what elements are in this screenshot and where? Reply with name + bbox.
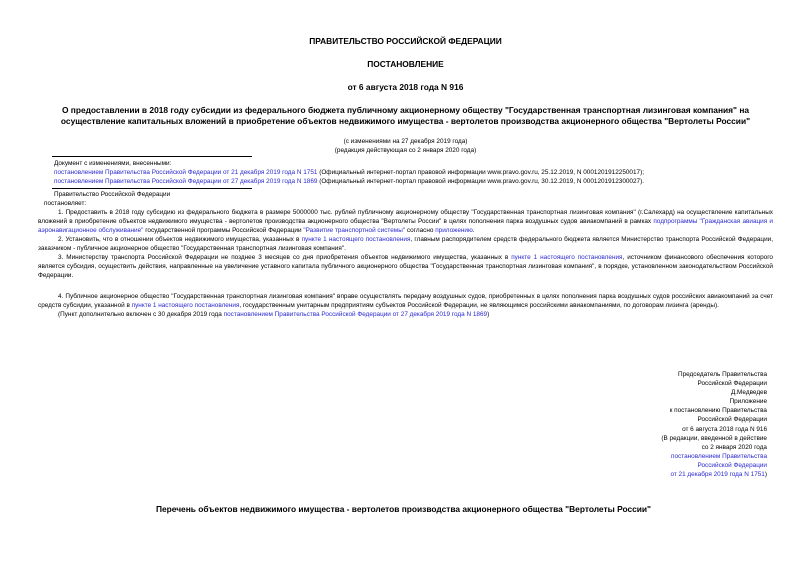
paragraph-2 bbox=[38, 235, 773, 253]
signer-position: Председатель Правительства bbox=[678, 371, 767, 378]
program-link[interactable]: "Развитие транспортной системы" bbox=[303, 227, 406, 234]
government-name: ПРАВИТЕЛЬСТВО РОССИЙСКОЙ ФЕДЕРАЦИИ bbox=[309, 36, 502, 46]
appendix-edition: со 2 января 2020 года bbox=[701, 443, 767, 451]
decides: постановляет: bbox=[44, 200, 87, 207]
text: ) bbox=[487, 311, 490, 318]
text: согласно bbox=[405, 227, 436, 234]
clause-1-link[interactable]: пункте 1 настоящего постановления bbox=[301, 236, 411, 243]
appendix-link-line bbox=[567, 470, 767, 479]
edition-changes: (с изменениями на 27 декабря 2019 года) bbox=[343, 138, 468, 145]
amendment-text: (Официальный интернет-портал правовой информации www.pravo.gov.ru, 25.12.2019, N 0001201912250017); bbox=[317, 169, 645, 176]
list-title: Перечень объектов недвижимого имущества - вертолетов производства акционерного общества "Вертолеты России" bbox=[155, 504, 652, 514]
text: государственной программы Российской Федерации bbox=[143, 227, 304, 234]
appendix-label: Приложение bbox=[729, 398, 767, 406]
amendment-text: (Официальный интернет-портал правовой информации www.pravo.gov.ru, 30.12.2019, N 0001201912300027). bbox=[317, 178, 645, 185]
appendix-link[interactable]: приложению bbox=[435, 227, 473, 234]
divider bbox=[52, 156, 252, 157]
text: 1. Предоставить в 2018 году субсидию из федерального бюджета в размере 5000000 тыс. рублей публичному акционерному обществу "Государственная транспортная лизинговая компания" (г.Салехард) на осуществление капитальных вложений в приобретение объектов недвижимого имущества - вертолетов производства акционерного общества "Вертолеты России" в целях пополнения парка воздушных судов авиакомпаний в рамках bbox=[38, 209, 773, 225]
text: 4. Публичное акционерное общество "Государственная транспортная лизинговая компания" вправе осуществлять передачу воздушных судов, приобретенных в целях пополнения парка воздушных судов российских авиакомпаний за счет средств субсидии, указанной в bbox=[38, 293, 773, 309]
amendments-block bbox=[38, 159, 773, 186]
spacer bbox=[38, 280, 773, 292]
text: 2. Установить, что в отношении объектов недвижимого имущества, указанных в bbox=[58, 236, 302, 243]
document-type: ПОСТАНОВЛЕНИЕ bbox=[367, 59, 444, 69]
issuer: Правительство Российской Федерации bbox=[54, 191, 171, 198]
paragraph-1 bbox=[38, 208, 773, 235]
appendix-date: от 6 августа 2018 года N 916 bbox=[682, 425, 767, 433]
text: , источником финансового обеспечения которого является субсидия, осуществить действия, направленные на увеличение уставного капитала публичного акционерного общества "Государственная транспортная лизинговая компания", в порядке, установленном законодательством Российской Федерации. bbox=[38, 254, 773, 279]
text: (Пункт дополнительно включен с 30 декабря 2019 года bbox=[58, 311, 224, 318]
signer-name: Д.Медведев bbox=[730, 389, 767, 397]
amendment-link-1869[interactable]: постановлением Правительства Российской Федерации от 27 декабря 2019 года N 1869 bbox=[223, 311, 488, 318]
amendment-item bbox=[54, 168, 773, 177]
appendix-link[interactable]: постановлением Правительства bbox=[671, 452, 767, 460]
text: . bbox=[472, 227, 475, 234]
divider bbox=[52, 188, 252, 189]
amendments-intro: Документ с изменениями, внесенными: bbox=[54, 160, 172, 167]
signature-and-appendix-block bbox=[567, 370, 767, 479]
subprogram-link[interactable]: подпрограммы "Гражданская авиация и аэронавигационное обслуживание" bbox=[38, 218, 773, 234]
appendix-link[interactable]: Российской Федерации bbox=[697, 461, 767, 469]
amendment-item bbox=[54, 177, 773, 186]
text: , главным распорядителем средств федерального бюджета является Министерство транспорта Российской Федерации, заказчиком - публичное акционерное общество "Государственная транспортная лизинговая компания". bbox=[38, 236, 773, 252]
appendix-rf: Российской Федерации bbox=[697, 416, 767, 424]
paragraph-4-note bbox=[38, 310, 773, 319]
paragraph-3 bbox=[38, 253, 773, 280]
amendment-link-1869[interactable]: постановлением Правительства Российской Федерации от 27 декабря 2019 года N 1869 bbox=[54, 178, 318, 185]
clause-1-link[interactable]: пункте 1 настоящего постановления bbox=[511, 254, 623, 261]
clause-1-link[interactable]: пункте 1 настоящего постановления bbox=[131, 302, 240, 309]
paragraph-4 bbox=[38, 292, 773, 310]
appendix-edition: (В редакции, введенной в действие bbox=[661, 434, 767, 442]
document-title: О предоставлении в 2018 году субсидии из федерального бюджета публичному акционерному обществу "Государственная транспортная лизинговая компания" на осуществление капитальных вложений в приобретение объектов недвижимого имущества - вертолетов производства акционерного общества "Вертолеты России" bbox=[60, 105, 751, 126]
appendix-to: к постановлению Правительства bbox=[669, 407, 767, 415]
edition-current: (редакция действующая со 2 января 2020 года) bbox=[334, 147, 477, 154]
text: 3. Министерству транспорта Российской Федерации не позднее 3 месяцев со дня приобретения объектов недвижимого имущества, указанных в bbox=[58, 254, 512, 261]
appendix-link[interactable]: от 21 декабря 2019 года N 1751 bbox=[670, 471, 765, 479]
text: , государственным унитарным предприятиям субъектов Российской Федерации, не являющимся российскими авиакомпаниями, по договорам лизинга (аренды). bbox=[239, 302, 719, 309]
signer-position: Российской Федерации bbox=[697, 380, 767, 388]
text: ) bbox=[764, 471, 767, 479]
document-date-number: от 6 августа 2018 года N 916 bbox=[347, 82, 464, 92]
amendment-link-1751[interactable]: постановлением Правительства Российской Федерации от 21 декабря 2019 года N 1751 bbox=[54, 169, 318, 176]
